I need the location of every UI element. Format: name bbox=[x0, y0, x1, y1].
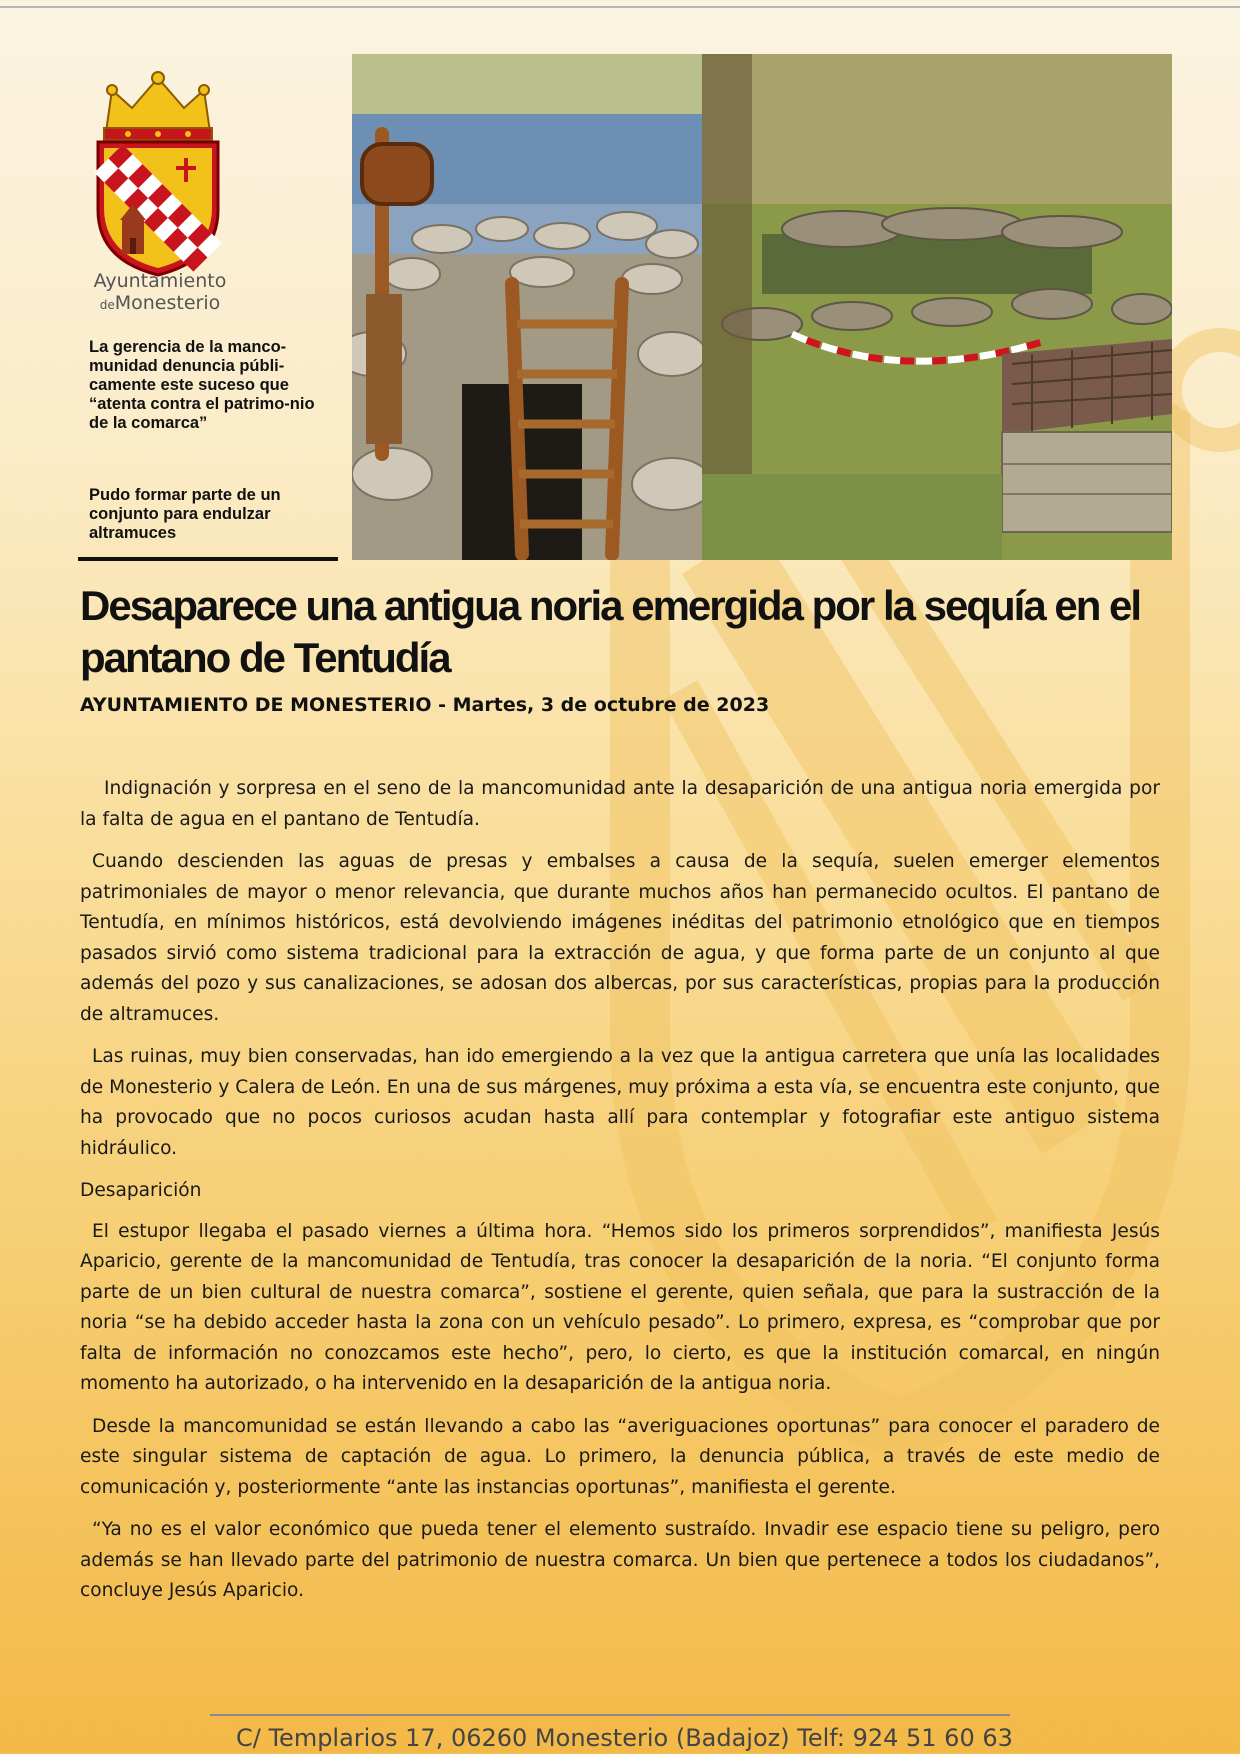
logo-line2-town: Monesterio bbox=[114, 292, 221, 314]
article-paragraph: Desde la mancomunidad se están llevando a cabo las “averiguaciones oportunas” para conocer el paradero de este singular sistema de captación de agua. Lo primero, la denuncia pública, a través de este medio de comunicación y, posteriormente “ante las instancias oportunas”, manifiesta el gerente. bbox=[80, 1415, 1160, 1498]
article-headline: Desaparece una antigua noria emergida por la sequía en el pantano de Tentudía bbox=[80, 582, 1141, 681]
top-rule bbox=[0, 6, 1240, 8]
logo-line2 bbox=[80, 292, 240, 316]
article-byline: AYUNTAMIENTO DE MONESTERIO - Martes, 3 de octubre de 2023 bbox=[80, 694, 770, 716]
sidebar-note-1: La gerencia de la manco-munidad denuncia públi-camente este suceso que “atenta contra el patrimo-nio de la comarca” bbox=[89, 338, 315, 432]
section-heading: Desaparición bbox=[80, 1180, 202, 1201]
ayuntamiento-logo bbox=[88, 70, 228, 280]
footer-address: C/ Templarios 17, 06260 Monesterio (Badajoz) Telf: 924 51 60 63 bbox=[236, 1724, 1013, 1752]
crown-icon bbox=[104, 72, 212, 140]
logo-line1: Ayuntamiento bbox=[93, 270, 227, 292]
stone-well-photo bbox=[702, 54, 1172, 560]
article-paragraph: Cuando descienden las aguas de presas y embalses a causa de la sequía, suelen emerger elementos patrimoniales de mayor o menor relevancia, que durante muchos años han permanecido ocultos. El pantano de Tentudía, en mínimos históricos, está devolviendo imágenes inéditas del patrimonio etnológico que en tiempos pasados sirvió como sistema tradicional para la extracción de agua, y que forma parte de un conjunto al que además del pozo y sus canalizaciones, se adosan dos albercas, por sus características, propias para la producción de altramuces. bbox=[80, 851, 1160, 1025]
stone-well-image bbox=[702, 54, 1172, 560]
article-body bbox=[80, 774, 1160, 1619]
sidebar-rule bbox=[78, 557, 338, 561]
article-paragraph: Indignación y sorpresa en el seno de la mancomunidad ante la desaparición de una antigua noria emergida por la falta de agua en el pantano de Tentudía. bbox=[80, 778, 1160, 830]
waterwheel-photo bbox=[352, 54, 702, 560]
waterwheel-image bbox=[352, 54, 702, 560]
article-paragraph: El estupor llegaba el pasado viernes a última hora. “Hemos sido los primeros sorprendidos”, manifiesta Jesús Aparicio, gerente de la mancomunidad de Tentudía, tras conocer la desaparición de la noria. “El conjunto forma parte de un bien cultural de nuestra comarca”, sostiene el gerente, quien señala, que para la sustracción de la noria “se ha debido acceder hasta la zona con un vehículo pesado”. Lo primero, expresa, es “comprobar que por falta de información no conozcamos este hecho”, pero, lo cierto, es que la institución comarcal, en ningún momento ha autorizado, o ha intervenido en la desaparición de la antigua noria. bbox=[80, 1220, 1160, 1394]
footer-rule bbox=[210, 1714, 1010, 1716]
logo-line2-prefix: de bbox=[99, 298, 115, 312]
logo-text bbox=[80, 270, 240, 316]
article-paragraph: Las ruinas, muy bien conservadas, han ido emergiendo a la vez que la antigua carretera que unía las localidades de Monesterio y Calera de León. En una de sus márgenes, muy próxima a esta vía, se encuentra este conjunto, que ha provocado que no pocos curiosos acudan hasta allí para contemplar y fotografiar este antiguo sistema hidráulico. bbox=[80, 1046, 1160, 1159]
article-paragraph: “Ya no es el valor económico que pueda tener el elemento sustraído. Invadir ese espacio tiene su peligro, pero además se han llevado parte del patrimonio de nuestra comarca. Un bien que pertenece a todos los ciudadanos”, concluye Jesús Aparicio. bbox=[80, 1519, 1160, 1601]
sidebar-note-2: Pudo formar parte de un conjunto para endulzar altramuces bbox=[89, 486, 281, 542]
